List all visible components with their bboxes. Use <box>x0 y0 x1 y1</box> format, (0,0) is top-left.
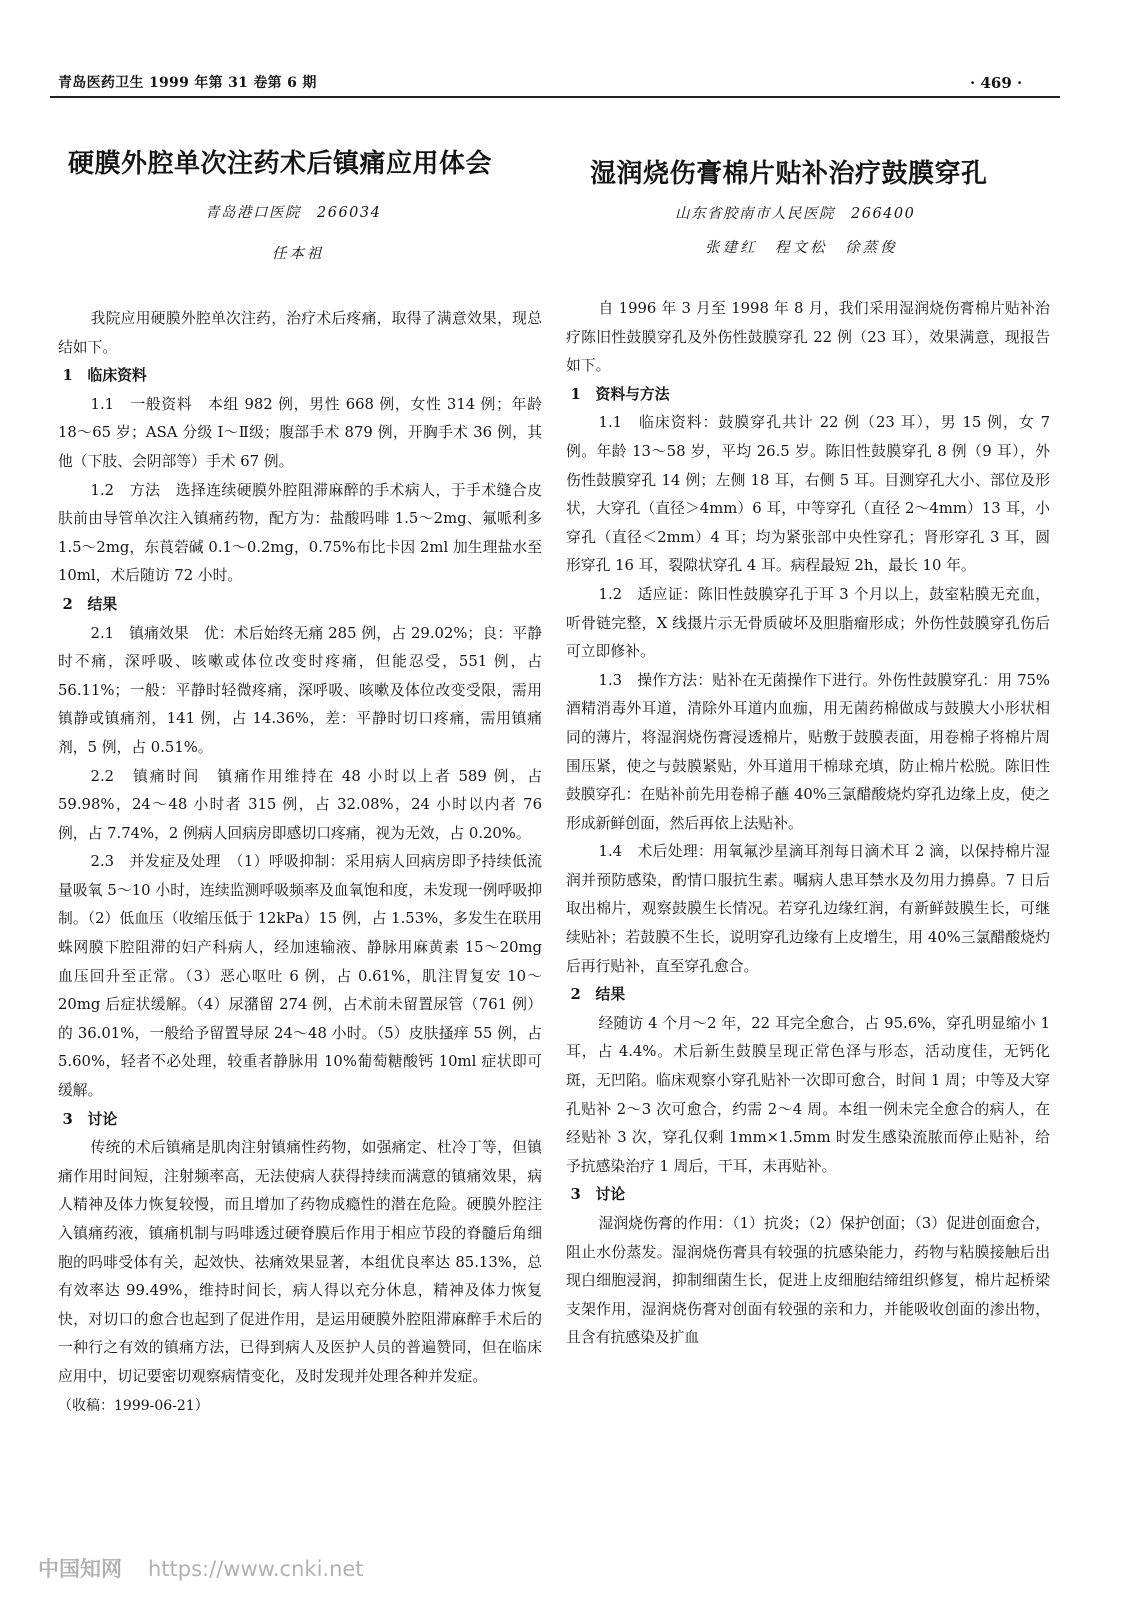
cnki-watermark <box>38 1553 364 1583</box>
body-paragraph: 自 1996 年 3 月至 1998 年 8 月，我们采用湿润烧伤膏棉片贴补治疗陈旧性鼓膜穿孔及外伤性鼓膜穿孔 22 例（23 耳），效果满意，现报告如下。 <box>566 300 1050 375</box>
section-heading: 3 讨论 <box>62 1110 118 1128</box>
section-heading: 1 临床资料 <box>62 367 147 385</box>
body-paragraph: 1.1 一般资料 本组 982 例，男性 668 例，女性 314 例；年龄 18～65 岁；ASA 分级 Ⅰ～Ⅱ级；腹部手术 879 例，开胸手术 36 例，其他（下肢、会阴部等）手术 67 例。 <box>58 395 542 470</box>
body-paragraph: 传统的术后镇痛是肌肉注射镇痛性药物，如强痛定、杜冷丁等，但镇痛作用时间短，注射频率高，无法使病人获得持续而满意的镇痛效果，病人精神及体力恢复较慢，而且增加了药物成瘾性的潜在危险。硬膜外腔注入镇痛药液，镇痛机制与吗啡透过硬脊膜后作用于相应节段的脊髓后角细胞的吗啡受体有关，起效快、祛痛效果显著，本组优良率达 85.13%，总有效率达 99.49%，维持时间长，病人得以充分休息，精神及体力恢复快，对切口的愈合也起到了促进作用，是运用硬膜外腔阻滞麻醉手术后的一种行之有效的镇痛方法，已得到病人及医护人员的普遍赞同，但在临床应用中，切记要密切观察病情变化，及时发现并处理各种并发症。 <box>58 1139 542 1385</box>
body-paragraph: 2.3 并发症及处理 （1）呼吸抑制：采用病人回病房即予持续低流量吸氧 5～10 小时，连续监测呼吸频率及血氧饱和度，未发现一例呼吸抑制。（2）低血压（收缩压低于 12kPa）15 例，占 1.53%，多发生在联用蛛网膜下腔阻滞的妇产科病人，经加速输液、静脉用麻黄素 15～20mg 血压回升至正常。（3）恶心呕吐 6 例，占 0.61%，肌注胃复安 10～20mg 后症状缓解。（4）尿潴留 274 例，占术前未留置尿管（761 例）的 36.01%，一般给予留置导尿 24～48 小时。（5）皮肤搔痒 55 例，占 5.60%，轻者不必处理，较重者静脉用 10%葡萄糖酸钙 10ml 症状即可缓解。 <box>58 853 542 1100</box>
header-rule <box>50 96 1060 98</box>
body-paragraph: 1.2 方法 选择连续硬膜外腔阻滞麻醉的手术病人，于手术缝合皮肤前由导管单次注入镇痛药物，配方为：盐酸吗啡 1.5～2mg、氟哌利多 1.5～2mg，东莨菪碱 0.1～0.2mg，0.75%布比卡因 2ml 加生理盐水至 10ml，术后随访 72 小时。 <box>58 481 542 585</box>
article2-title: 湿润烧伤膏棉片贴补治疗鼓膜穿孔 <box>590 159 988 189</box>
article2-authors: 张建红 程文松 徐蒸俊 <box>705 240 898 256</box>
body-paragraph: 1.3 操作方法：贴补在无菌操作下进行。外伤性鼓膜穿孔：用 75%酒精消毒外耳道，清除外耳道内血痂，用无菌药棉做成与鼓膜大小形状相同的薄片，将湿润烧伤膏浸透棉片，贴敷于鼓膜表面，用卷棉子将棉片周围压紧，使之与鼓膜紧贴，外耳道用干棉球充填，防止棉片松脱。陈旧性鼓膜穿孔：在贴补前先用卷棉子蘸 40%三氯醋酸烧灼穿孔边缘上皮，使之形成新鲜创面，然后再依上法贴补。 <box>566 671 1050 832</box>
article2-body <box>566 295 1050 1353</box>
body-paragraph: 1.2 适应证：陈旧性鼓膜穿孔于耳 3 个月以上，鼓室粘膜无充血，听骨链完整，X 线摄片示无骨质破坏及胆脂瘤形成；外伤性鼓膜穿孔伤后可立即修补。 <box>566 585 1050 661</box>
received-date: （收稿：1999-06-21） <box>58 1397 209 1414</box>
article1-title: 硬膜外腔单次注药术后镇痛应用体会 <box>68 149 493 179</box>
body-paragraph: 1.1 临床资料：鼓膜穿孔共计 22 例（23 耳），男 15 例，女 7 例。年龄 13～58 岁，平均 26.5 岁。陈旧性鼓膜穿孔 8 例（9 耳），外伤性鼓膜穿孔 14 例；左侧 18 耳，右侧 5 耳。目测穿孔大小、部位及形状，大穿孔（直径＞4mm）6 耳，中等穿孔（直径 2～4mm）13 耳，小穿孔（直径＜2mm）4 耳；均为紧张部中央性穿孔；肾形穿孔 3 耳，圆形穿孔 16 耳，裂隙状穿孔 4 耳。病程最短 2h，最长 10 年。 <box>566 414 1050 575</box>
body-paragraph: 湿润烧伤膏的作用：（1）抗炎；（2）保护创面；（3）促进创面愈合，阻止水份蒸发。湿润烧伤膏具有较强的抗感染能力，药物与粘膜接触后出现白细胞浸润，抑制细菌生长，促进上皮细胞结缔组织修复，棉片起桥梁支架作用，湿润烧伤膏对创面有较强的亲和力，并能吸收创面的渗出物，且含有抗感染及扩血 <box>566 1215 1050 1347</box>
page-number: · 469 · <box>970 74 1023 92</box>
cnki-logo-text: 中国知网 <box>38 1557 122 1581</box>
article1-affiliation: 青岛港口医院 266034 <box>205 205 382 221</box>
body-paragraph: 1.4 术后处理：用氧氟沙星滴耳剂每日滴术耳 2 滴，以保持棉片湿润并预防感染，酌情口服抗生素。嘱病人患耳禁水及勿用力擤鼻。7 日后取出棉片，观察鼓膜生长情况。若穿孔边缘红润，有新鲜鼓膜生长，可继续贴补；若鼓膜不生长，说明穿孔边缘有上皮增生，用 40%三氯醋酸烧灼后再行贴补，直至穿孔愈合。 <box>566 843 1050 975</box>
article2-affiliation: 山东省胶南市人民医院 266400 <box>675 206 916 222</box>
cnki-url[interactable]: https://www.cnki.net <box>148 1557 364 1581</box>
section-heading: 3 讨论 <box>570 1186 626 1204</box>
body-paragraph: 经随访 4 个月～2 年，22 耳完全愈合，占 95.6%，穿孔明显缩小 1 耳，占 4.4%。术后新生鼓膜呈现正常色泽与形态，活动度佳，无钙化斑，无凹陷。临床观察小穿孔贴补一次即可愈合，时间 1 周；中等及大穿孔贴补 2～3 次可愈合，约需 2～4 周。本组一例未完全愈合的病人，在经贴补 3 次，穿孔仅剩 1mm×1.5mm 时发生感染流脓而停止贴补，给予抗感染治疗 1 周后，干耳，未再贴补。 <box>566 1014 1050 1175</box>
section-heading: 2 结果 <box>62 595 118 613</box>
article1-authors: 任本祖 <box>272 246 325 262</box>
body-paragraph: 我院应用硬膜外腔单次注药，治疗术后疼痛，取得了满意效果，现总结如下。 <box>58 310 542 356</box>
section-heading: 2 结果 <box>570 986 626 1004</box>
article1-body <box>58 305 542 1420</box>
body-paragraph: 2.1 镇痛效果 优：术后始终无痛 285 例，占 29.02%；良：平静时不痛，深呼吸、咳嗽或体位改变时疼痛，但能忍受，551 例，占 56.11%；一般：平静时轻微疼痛，深呼吸、咳嗽及体位改变受限，需用镇静或镇痛剂，141 例，占 14.36%，差：平静时切口疼痛，需用镇痛剂，5 例，占 0.51%。 <box>58 624 542 756</box>
section-heading: 1 资料与方法 <box>570 385 670 403</box>
body-paragraph: 2.2 镇痛时间 镇痛作用维持在 48 小时以上者 589 例，占 59.98%，24～48 小时者 315 例，占 32.08%，24 小时以内者 76 例，占 7.74%，2 例病人回病房即感切口疼痛，视为无效，占 0.20%。 <box>58 767 542 842</box>
journal-header: 青岛医药卫生 1999 年第 31 卷第 6 期 <box>58 75 317 91</box>
